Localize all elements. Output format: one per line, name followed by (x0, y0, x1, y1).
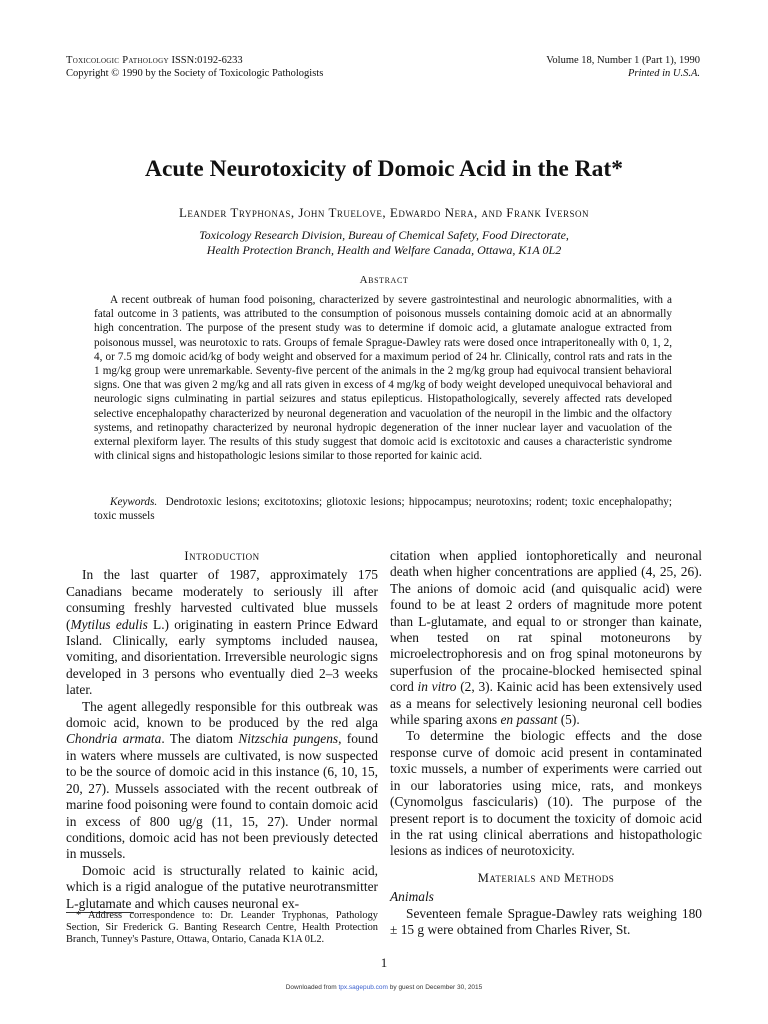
left-column (66, 548, 378, 912)
journal-name: Toxicologic Pathology (66, 55, 169, 66)
issn: ISSN:0192-6233 (171, 55, 243, 66)
download-notice (0, 984, 768, 991)
animals-paragraph: Seventeen female Sprague-Dawley rats weighing 180 ± 15 g were obtained from Charles River, St. (390, 905, 702, 937)
introduction-heading: Introduction (184, 549, 260, 563)
affiliation-line-1: Toxicology Research Division, Bureau of Chemical Safety, Food Directorate, (199, 228, 569, 242)
volume-info: Volume 18, Number 1 (Part 1), 1990 (546, 55, 700, 66)
abstract-text: A recent outbreak of human food poisoning, characterized by severe gastrointestinal and neurologic abnormalities, with a fatal outcome in 3 patients, was attributed to the consumption of poisonous mussels containing domoic acid at an abnormally high concentration. The purpose of the present study was to determine if domoic acid, a glutamate analogue extracted from poisonous mussel, was neurotoxic to rats. Groups of female Sprague-Dawley rats were dosed once intraperitoneally with 0, 1, 2, 4, or 7.5 mg domoic acid/kg of body weight and observed for a maximum period of 24 hr. Clinically, control rats and rats in the 1 mg/kg group were unremarkable. Seventy-five percent of the animals in the 2 mg/kg group had equivocal transient behavioral signs. One that was given 2 mg/kg and all rats given in excess of 4 mg/kg of body weight developed unequivocal behavioral and neurologic signs culminating in partial seizures and status epilepticus. Histopathologically, severely affected rats developed selective encephalopathy characterized by neuronal degeneration and vacuolation of the neuropil in the limbic and the olfactory systems, and retinopathy characterized by neuronal hydropic degeneration of the inner nuclear layer and vacuolation of the external plexiform layer. The results of this study suggest that domoic acid is excitotoxic and causes a characteristic syndrome with clinical signs and histopathologic lesions similar to those reported for kainic acid. (94, 294, 672, 463)
animals-subheading: Animals (390, 889, 434, 905)
affiliation-line-2: Health Protection Branch, Health and Welfare Canada, Ottawa, K1A 0L2 (206, 243, 562, 257)
methods-heading: Materials and Methods (477, 870, 615, 885)
printed-in: Printed in U.S.A. (627, 68, 700, 79)
abstract-heading: Abstract (359, 274, 409, 286)
article-title: Acute Neurotoxicity of Domoic Acid in the Rat* (145, 156, 623, 182)
intro-paragraph-3: Domoic acid is structurally related to kainic acid, which is a rigid analogue of the putative neurotransmitter L-glutamate and which causes neuronal ex- (66, 862, 378, 911)
intro-paragraph-4: citation when applied iontophoretically and neuronal death when higher concentrations are applied (4, 25, 26). The anions of domoic acid (and quisqualic acid) were found to be at least 2 orders of magnitude more potent than L-glutamate, and equal to or stronger than kainate, when tested on rat spinal motoneurons by microelectrophoresis and on frog spinal motoneurons by superfusion of the procaine-blocked hemisected spinal cord in vitro (2, 3). Kainic acid has been extensively used as a means for selectively lesioning neuronal cell bodies while sparing axons en passant (5). (390, 548, 702, 728)
download-link[interactable]: tpx.sagepub.com (338, 984, 388, 991)
intro-paragraph-5: To determine the biologic effects and the dose response curve of domoic acid present in contaminated toxic mussels, a number of experiments were carried out in our laboratories using mice, rats, and monkeys (Cynomolgus fascicularis) (10). The purpose of the present report is to document the toxicity of domoic acid in the rat using clinical aberrations and histopathologic lesions as indices of neurotoxicity. (390, 728, 702, 859)
keywords-list: Dendrotoxic lesions; excitotoxins; gliotoxic lesions; hippocampus; neurotoxins; rodent; toxic encephalopathy; toxic mussels (94, 496, 672, 523)
keywords-label: Keywords. (110, 496, 158, 508)
page-number: 1 (380, 955, 388, 970)
right-column (390, 548, 702, 938)
download-prefix: Downloaded from (285, 984, 339, 991)
intro-paragraph-2: The agent allegedly responsible for this outbreak was domoic acid, known to be produced by the red alga Chondria armata. The diatom Nitzschia pungens, found in waters where mussels are cultivated, is now suspected to be the source of domoic acid in this instance (6, 10, 15, 20, 27). Mussels associated with the recent outbreak of marine food poisoning were found to contain domoic acid in excess of 800 ug/g (11, 15, 27). Under normal conditions, domoic acid has not been previously detected in mussels. (66, 698, 379, 862)
journal-header (66, 54, 323, 80)
intro-paragraph-1: In the last quarter of 1987, approximately 175 Canadians became moderately to seriously ill after consuming freshly harvested cultivated blue mussels (Mytilus edulis L.) originating in eastern Prince Edward Island. Clinically, early symptoms included nausea, vomiting, and disorientation. Irreversible neurologic signs developed in 3 persons who eventually died 2–3 weeks later. (66, 567, 378, 698)
copyright: Copyright © 1990 by the Society of Toxicologic Pathologists (66, 68, 324, 79)
keywords (94, 495, 672, 523)
affiliation (0, 228, 768, 258)
correspondence-footnote: * Address correspondence to: Dr. Leander Tryphonas, Pathology Section, Sir Frederick G. Banting Research Centre, Health Protection Branch, Tunney's Pasture, Ottawa, Ontario, Canada K1A 0L2. (66, 910, 378, 945)
author-list: Leander Tryphonas, John Truelove, Edwardo Nera, and Frank Iverson (178, 205, 590, 220)
download-suffix: by guest on December 30, 2015 (387, 984, 483, 991)
volume-header (546, 54, 700, 80)
